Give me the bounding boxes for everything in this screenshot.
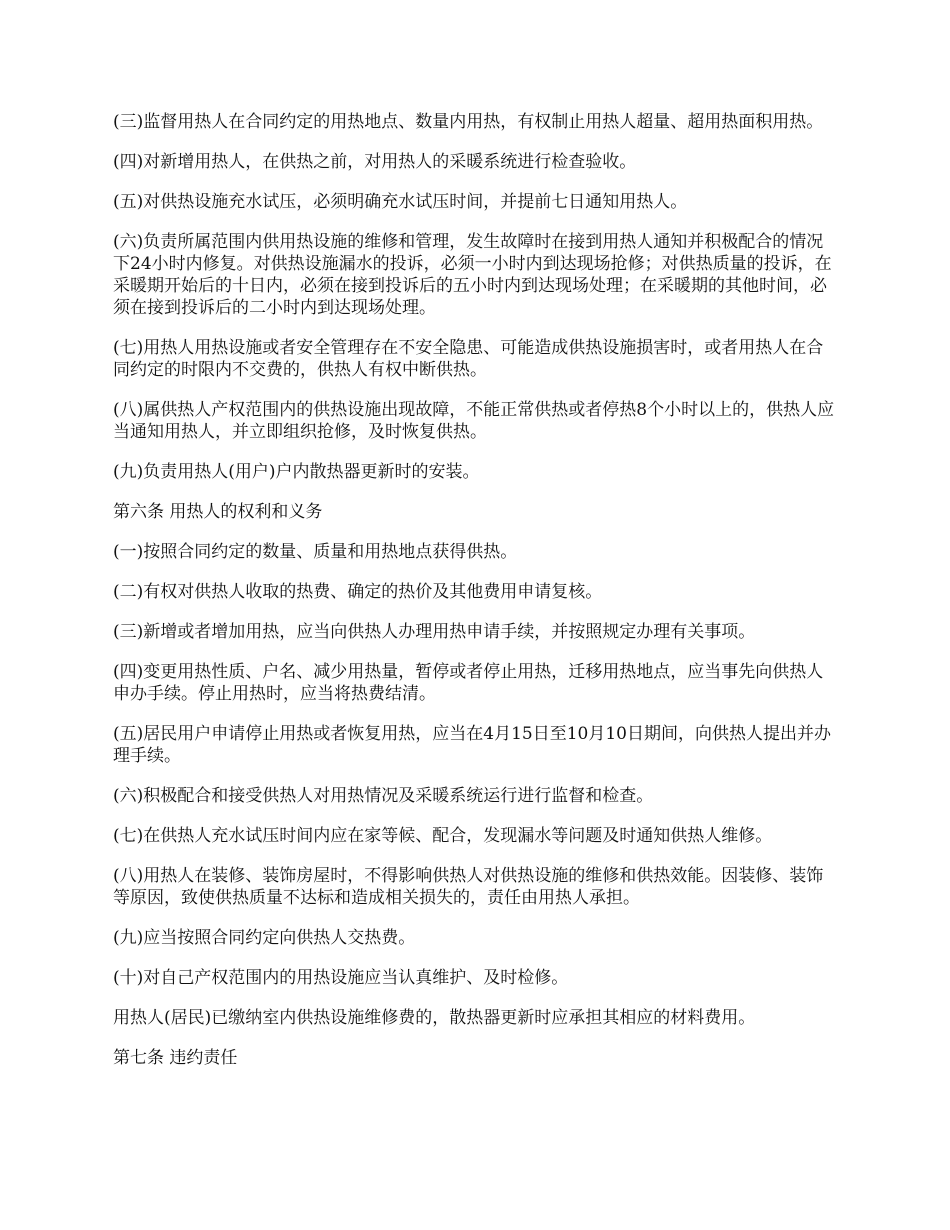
section-heading-article-6: 第六条 用热人的权利和义务 — [113, 502, 323, 522]
paragraph-item-6: (六)积极配合和接受供热人对用热情况及采暖系统运行进行监督和检查。 — [113, 786, 654, 806]
paragraph-note: 用热人(居民)已缴纳室内供热设施维修费的，散热器更新时应承担其相应的材料费用。 — [113, 1008, 756, 1028]
section-heading-article-7: 第七条 违约责任 — [113, 1048, 238, 1068]
paragraph-clause-7: (七)用热人用热设施或者安全管理存在不安全隐患、可能造成供热设施损害时，或者用热人在合同约定的时限内不交费的，供热人有权中断供热。 — [113, 338, 824, 380]
paragraph-item-5: (五)居民用户申请停止用热或者恢复用热，应当在4月15日至10月10日期间，向供热人提出并办理手续。 — [113, 724, 831, 766]
paragraph-item-9: (九)应当按照合同约定向供热人交热费。 — [113, 928, 416, 948]
paragraph-clause-3: (三)监督用热人在合同约定的用热地点、数量内用热，有权制止用热人超量、超用热面积用热。 — [113, 112, 824, 132]
paragraph-clause-6: (六)负责所属范围内供用热设施的维修和管理，发生故障时在接到用热人通知并积极配合的情况下24小时内修复。对供热设施漏水的投诉，必须一小时内到达现场抢修；对供热质量的投诉，在采暖期开始后的十日内，必须在接到投诉后的五小时内到达现场处理；在采暖期的其他时间，必须在接到投诉后的二小时内到达现场处理。 — [113, 232, 832, 318]
paragraph-clause-5: (五)对供热设施充水试压，必须明确充水试压时间，并提前七日通知用热人。 — [113, 192, 688, 212]
paragraph-item-1: (一)按照合同约定的数量、质量和用热地点获得供热。 — [113, 542, 518, 562]
paragraph-item-2: (二)有权对供热人收取的热费、确定的热价及其他费用申请复核。 — [113, 582, 603, 602]
paragraph-item-8: (八)用热人在装修、装饰房屋时，不得影响供热人对供热设施的维修和供热效能。因装修、装饰等原因，致使供热质量不达标和造成相关损失的，责任由用热人承担。 — [113, 866, 824, 908]
paragraph-item-3: (三)新增或者增加用热，应当向供热人办理用热申请手续，并按照规定办理有关事项。 — [113, 622, 756, 642]
paragraph-clause-8: (八)属供热人产权范围内的供热设施出现故障，不能正常供热或者停热8个小时以上的，供热人应当通知用热人，并立即组织抢修，及时恢复供热。 — [113, 400, 835, 442]
paragraph-item-10: (十)对自己产权范围内的用热设施应当认真维护、及时检修。 — [113, 968, 569, 988]
paragraph-item-7: (七)在供热人充水试压时间内应在家等候、配合，发现漏水等问题及时通知供热人维修。 — [113, 826, 773, 846]
paragraph-clause-4: (四)对新增用热人，在供热之前，对用热人的采暖系统进行检查验收。 — [113, 152, 637, 172]
paragraph-clause-9: (九)负责用热人(用户)户内散热器更新时的安装。 — [113, 462, 480, 482]
paragraph-item-4: (四)变更用热性质、户名、减少用热量，暂停或者停止用热，迁移用热地点，应当事先向供热人申办手续。停止用热时，应当将热费结清。 — [113, 662, 824, 704]
